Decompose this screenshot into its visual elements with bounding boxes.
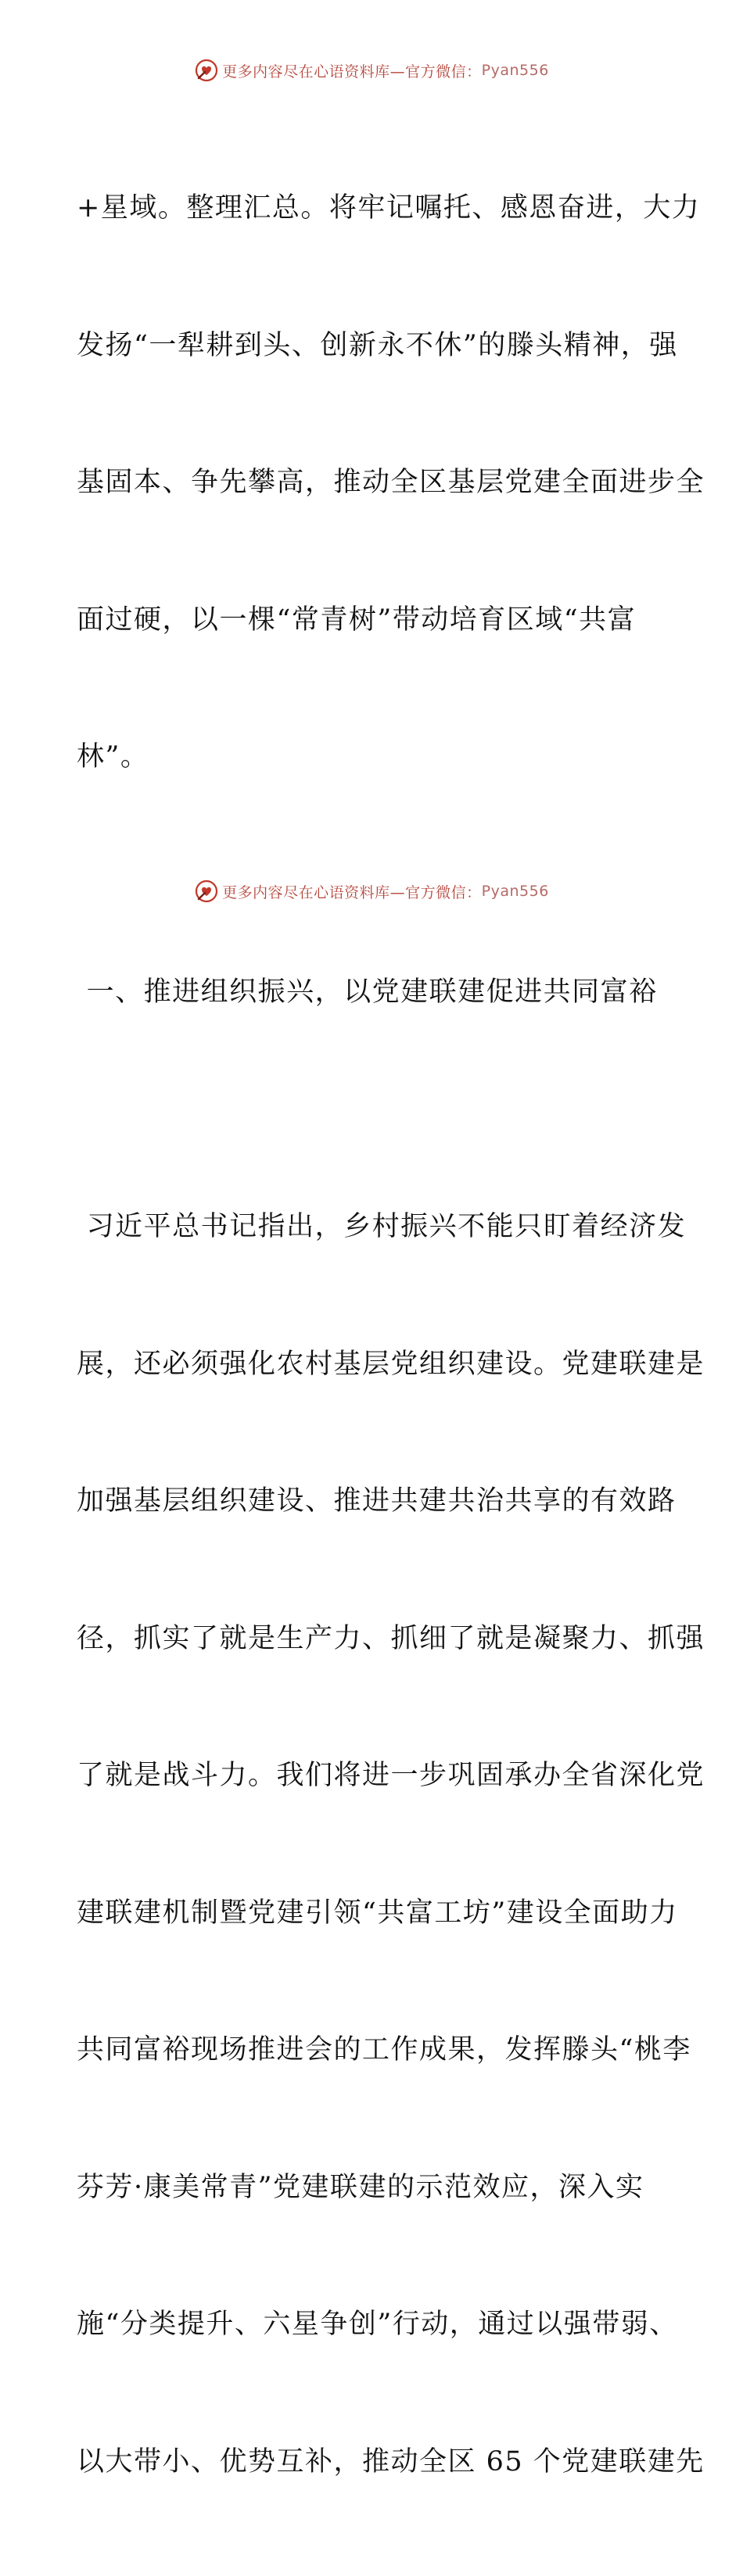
text-line: 共同富裕现场推进会的工作成果，发挥滕头“桃李 <box>77 2034 691 2065</box>
text-line: 径，抓实了就是生产力、抓细了就是凝聚力、抓强 <box>77 1622 705 1654</box>
section-heading <box>77 872 671 1113</box>
paragraph-intro-continued <box>77 94 705 872</box>
text-line: 面过硬，以一棵“常青树”带动培育区域“共富 <box>77 604 637 636</box>
text-line: 加强基层组织建设、推进共建共治共享的有效路 <box>77 1485 677 1517</box>
text-line: 以大带小、优势互补，推动全区 65 个党建联建先 <box>77 2445 705 2477</box>
watermark-banner-bottom <box>0 876 743 907</box>
heart-pen-logo-icon <box>194 58 219 83</box>
heading-line: 一、推进组织振兴，以党建联建促进共同富裕 <box>77 976 658 1008</box>
watermark-wechat-id: Pyan556 <box>481 62 549 79</box>
paragraph-section-one <box>77 1112 705 2576</box>
text-line: 施“分类提升、六星争创”行动，通过以强带弱、 <box>77 2309 678 2340</box>
text-line: 芬芳·康美常青”党建联建的示范效应，深入实 <box>77 2171 644 2203</box>
text-line: 发扬“一犁耕到头、创新永不休”的滕头精神，强 <box>77 329 678 361</box>
watermark-wechat-id: Pyan556 <box>481 883 549 900</box>
text-line: 林”。 <box>77 741 149 772</box>
watermark-banner-top <box>0 55 743 86</box>
text-line: 习近平总书记指出，乡村振兴不能只盯着经济发 <box>77 1211 687 1242</box>
text-line: 建联建机制暨党建引领“共富工坊”建设全面助力 <box>77 1897 678 1929</box>
text-line: 了就是战斗力。我们将进一步巩固承办全省深化党 <box>77 1760 705 1791</box>
text-line: +星域。整理汇总。将牢记嘱托、感恩奋进，大力 <box>77 192 701 224</box>
text-line: 展，还必须强化农村基层党组织建设。党建联建是 <box>77 1348 705 1380</box>
watermark-text: 更多内容尽在心语资料库—官方微信： <box>222 883 482 901</box>
document-body <box>77 94 705 2576</box>
heart-pen-logo-icon <box>194 879 219 904</box>
text-line: 基固本、争先攀高，推动全区基层党建全面进步全 <box>77 467 705 498</box>
watermark-text: 更多内容尽在心语资料库—官方微信： <box>222 63 482 81</box>
